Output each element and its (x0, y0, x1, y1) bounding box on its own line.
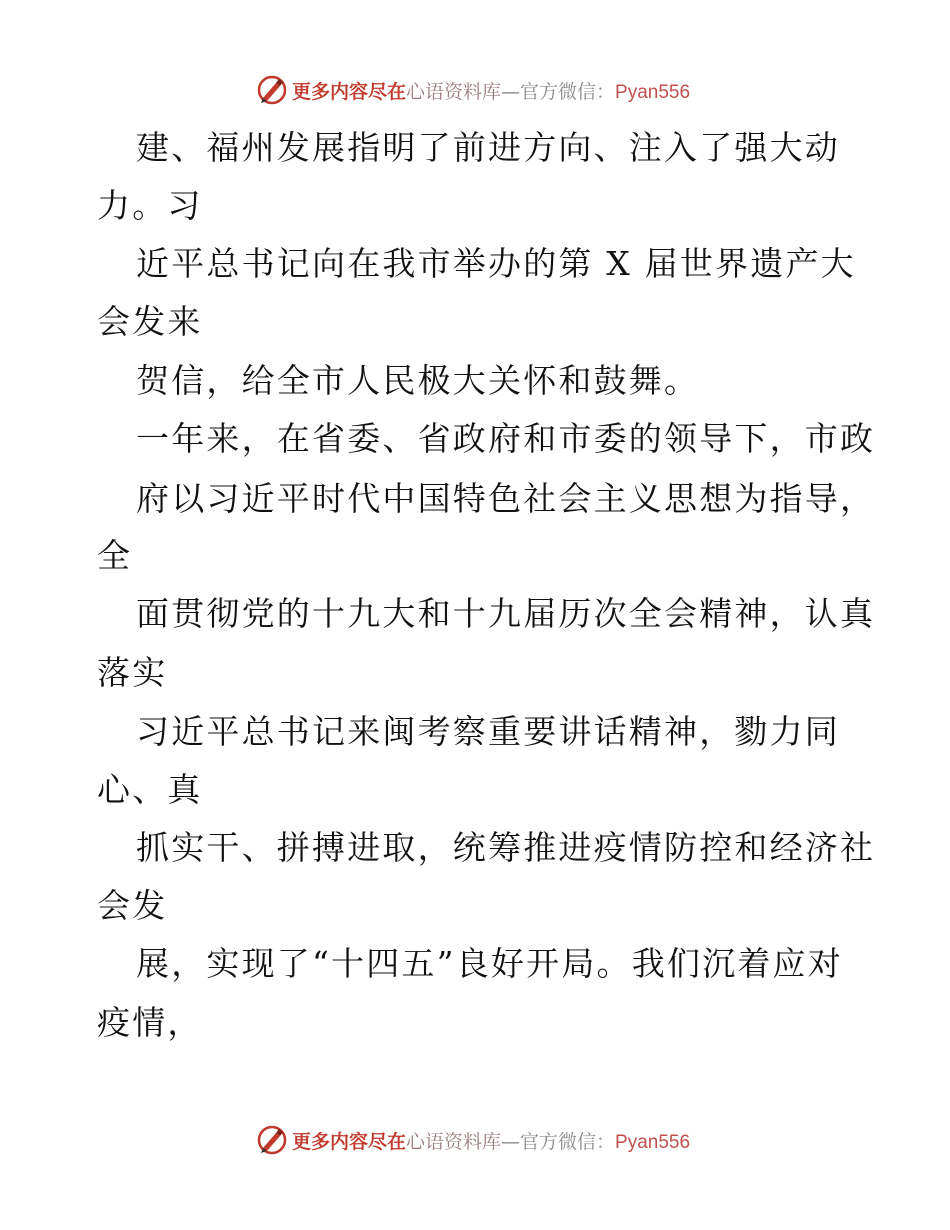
body-line: 会发 (97, 886, 168, 925)
body-line: 心、真 (97, 770, 203, 809)
body-line: 落实 (97, 653, 168, 692)
body-line: 展，实现了“十四五”良好开局。我们沉着应对 (136, 944, 843, 983)
body-line: 府以习近平时代中国特色社会主义思想为指导， (136, 479, 876, 518)
body-line: 全 (97, 536, 133, 575)
watermark-text (292, 1127, 690, 1154)
watermark-part3: —官方微信： (501, 1130, 616, 1153)
watermark-footer (0, 1120, 950, 1160)
body-line: 贺信，给全市人民极大关怀和鼓舞。 (136, 361, 700, 400)
watermark-part4: Pyan556 (615, 1131, 691, 1153)
body-line: 抓实干、拼搏进取，统筹推进疫情防控和经济社 (136, 828, 876, 867)
watermark-part1: 更多内容尽在 (291, 1130, 406, 1153)
body-line: 面贯彻党的十九大和十九届历次全会精神，认真 (136, 594, 876, 633)
body-line: 会发来 (97, 302, 203, 341)
watermark-part1: 更多内容尽在 (291, 80, 406, 103)
body-line: 力。习 (97, 186, 203, 225)
watermark-part4: Pyan556 (615, 81, 691, 103)
body-line: 习近平总书记来闽考察重要讲话精神，勠力同 (136, 712, 840, 751)
body-line: 建、福州发展指明了前进方向、注入了强大动 (136, 128, 840, 167)
body-line: 疫情， (97, 1003, 203, 1042)
watermark-part2: 心语资料库 (405, 1130, 501, 1153)
body-line: 近平总书记向在我市举办的第 X 届世界遗产大 (136, 244, 856, 283)
watermark-part3: —官方微信： (501, 80, 616, 103)
body-line: 一年来，在省委、省政府和市委的领导下，市政 (136, 419, 876, 458)
pen-logo-icon (256, 1124, 288, 1156)
watermark-part2: 心语资料库 (405, 80, 501, 103)
